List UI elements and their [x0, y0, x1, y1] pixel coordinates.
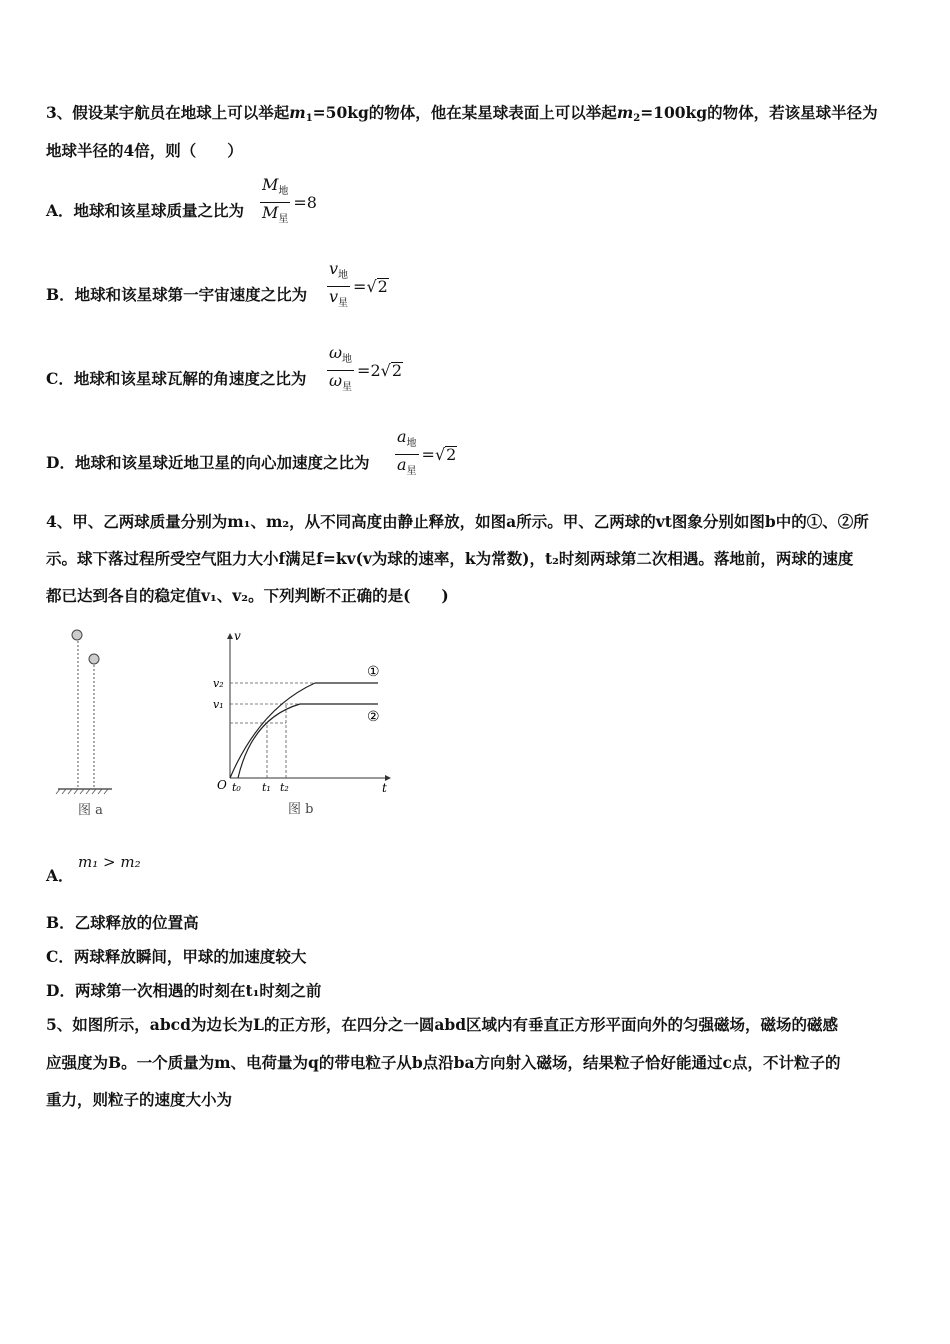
curve-1: [230, 683, 378, 778]
ground-hatch: [56, 789, 108, 794]
y-axis-label: v: [234, 629, 241, 643]
q4-stem-line1: 4、甲、乙两球质量分别为m₁、m₂，从不同高度由静止释放，如图a所示。甲、乙两球的vt图象分别如图b中的①、②所: [46, 512, 869, 531]
q5-stem-line3: 重力，则粒子的速度大小为: [46, 1090, 233, 1109]
curve1-label: ①: [367, 664, 380, 680]
q3-stem-line1: 3、假设某宇航员在地球上可以举起$m_1=50kg$的物体，他在某星球表面上可以举起$m_2=100kg$的物体，若该星球半径为: [46, 103, 878, 124]
t2-label: t₂: [280, 781, 289, 794]
ball-yi: [89, 654, 99, 664]
figure-a: [50, 625, 130, 825]
q4-stem-line3: 都已达到各自的稳定值v₁、v₂。下列判断不正确的是( ): [46, 586, 449, 605]
q3-option-d-formula: $\frac{a_地}{a_星}$ =√2: [397, 427, 457, 477]
q3-option-b: B．地球和该星球第一宇宙速度之比为: [46, 285, 308, 304]
q4-stem-line2: 示。球下落过程所受空气阻力大小f满足f=kv(v为球的速率，k为常数)，t₂时刻两球第二次相遇。落地前，两球的速度: [46, 549, 854, 568]
t1-label: t₁: [262, 781, 271, 794]
q5-stem-line1: 5、如图所示，abcd为边长为L的正方形，在四分之一圆abd区域内有垂直正方形平面向外的匀强磁场，磁场的磁感: [46, 1015, 839, 1034]
q5-stem-line2: 应强度为B。一个质量为m、电荷量为q的带电粒子从b点沿ba方向射入磁场，结果粒子恰好能通过c点，不计粒子的: [46, 1053, 841, 1072]
figure-b: [210, 628, 400, 823]
origin-label: O: [217, 778, 227, 792]
v2-label: v₂: [213, 677, 224, 690]
x-axis-label: t: [382, 781, 387, 795]
fig-b-caption: 图 b: [288, 802, 314, 817]
q3-stem-line2: 地球半径的4倍，则（ ）: [46, 141, 243, 160]
q4-option-a-formula: m₁ > m₂: [78, 853, 141, 871]
ball-jia: [72, 630, 82, 640]
fig-a-caption: 图 a: [78, 803, 103, 818]
q3-option-a-formula: $\frac{M_地}{M_星}$ =8: [262, 175, 317, 225]
curve-2: [238, 704, 378, 778]
q4-option-d: D．两球第一次相遇的时刻在t₁时刻之前: [46, 981, 322, 1000]
q4-option-a: A．: [46, 866, 74, 885]
q4-option-c: C．两球释放瞬间，甲球的加速度较大: [46, 947, 307, 966]
q3-option-c: C．地球和该星球瓦解的角速度之比为: [46, 369, 307, 388]
q3-option-c-formula: $\frac{\omega_地}{\omega_星}$ =2√2: [329, 343, 403, 393]
q3-option-d: D．地球和该星球近地卫星的向心加速度之比为: [46, 453, 370, 472]
curve2-label: ②: [367, 709, 380, 725]
q3-option-b-formula: $\frac{v_地}{v_星}$ =√2: [329, 259, 388, 309]
t0-label: t₀: [232, 781, 241, 794]
q4-option-b: B．乙球释放的位置高: [46, 913, 199, 932]
v1-label: v₁: [213, 698, 224, 711]
q3-option-a: A．地球和该星球质量之比为: [46, 201, 245, 220]
